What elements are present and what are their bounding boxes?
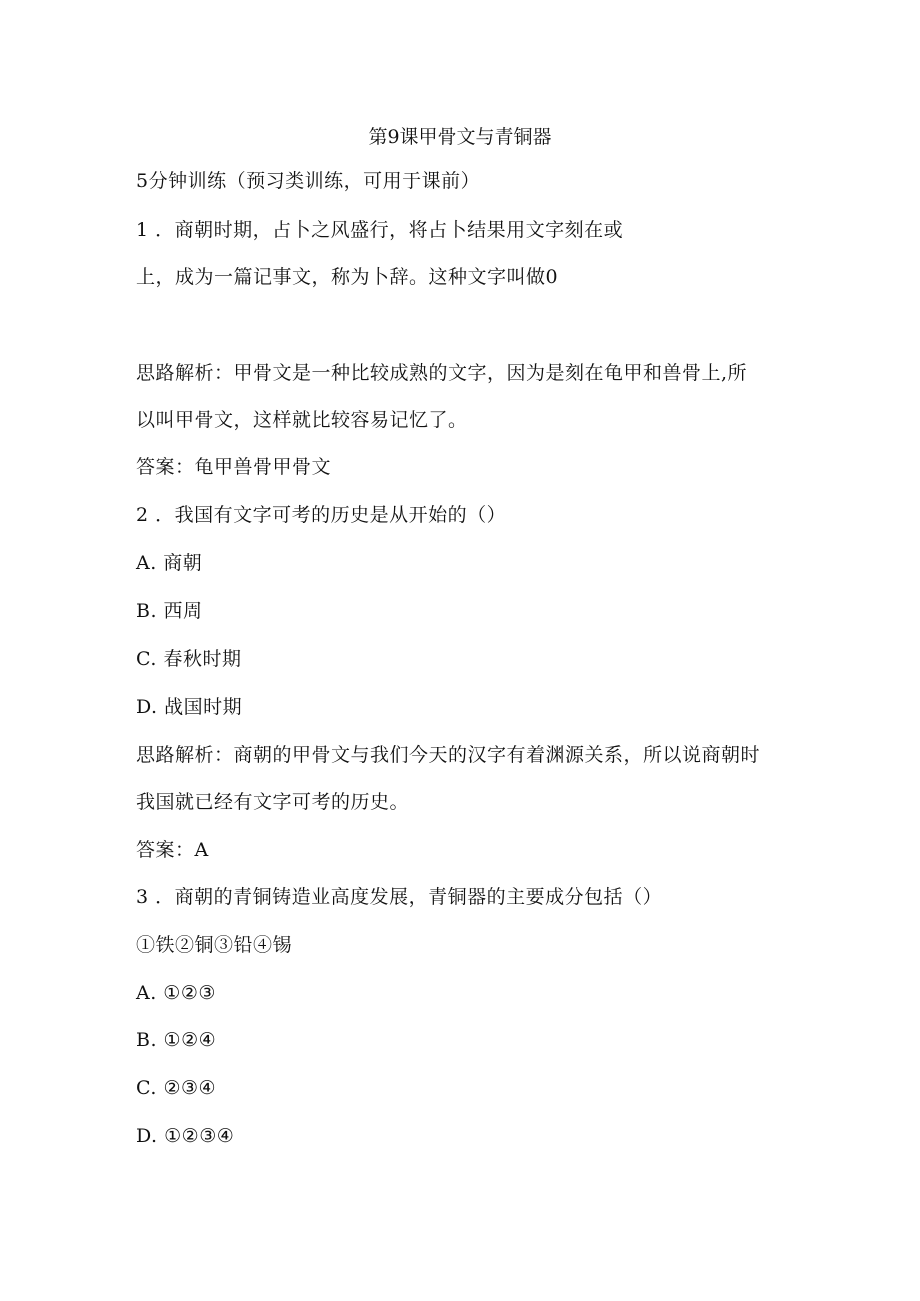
q3-option-b: B. ①②④ — [136, 1029, 217, 1051]
q3-choices: ①铁②铜③铅④锡 — [136, 934, 293, 956]
q2-analysis-line1: 思路解析：商朝的甲骨文与我们今天的汉字有着渊源关系，所以说商朝时 — [136, 744, 761, 766]
section-heading: 5分钟训练（预习类训练，可用于课前） — [136, 170, 481, 192]
q2-option-c: C. 春秋时期 — [136, 648, 242, 670]
q2-analysis-line2: 我国就已经有文字可考的历史。 — [136, 791, 410, 813]
page-title: 第9课甲骨文与青铜器 — [368, 126, 552, 148]
q1-analysis-line1: 思路解析：甲骨文是一种比较成熟的文字，因为是刻在龟甲和兽骨上,所 — [136, 362, 748, 384]
q2-option-b: B. 西周 — [136, 600, 203, 622]
q2-option-d: D. 战国时期 — [136, 696, 243, 718]
q3-option-d: D. ①②③④ — [136, 1125, 235, 1147]
q2-option-a: A. 商朝 — [136, 552, 203, 574]
q2-answer: 答案：A — [136, 839, 209, 861]
q3-option-a: A. ①②③ — [136, 982, 216, 1004]
q2-stem: 2 ．我国有文字可考的历史是从开始的（） — [136, 504, 507, 526]
q1-analysis-line2: 以叫甲骨文，这样就比较容易记忆了。 — [136, 409, 468, 431]
q1-stem-line1: 1 ．商朝时期，占卜之风盛行，将占卜结果用文字刻在或 — [136, 219, 624, 241]
q3-option-c: C. ②③④ — [136, 1077, 217, 1099]
q1-stem-line2: 上，成为一篇记事文，称为卜辞。这种文字叫做0 — [136, 266, 559, 288]
q1-answer: 答案：龟甲兽骨甲骨文 — [136, 456, 332, 478]
q3-stem: 3 ．商朝的青铜铸造业高度发展，青铜器的主要成分包括（） — [136, 886, 663, 908]
